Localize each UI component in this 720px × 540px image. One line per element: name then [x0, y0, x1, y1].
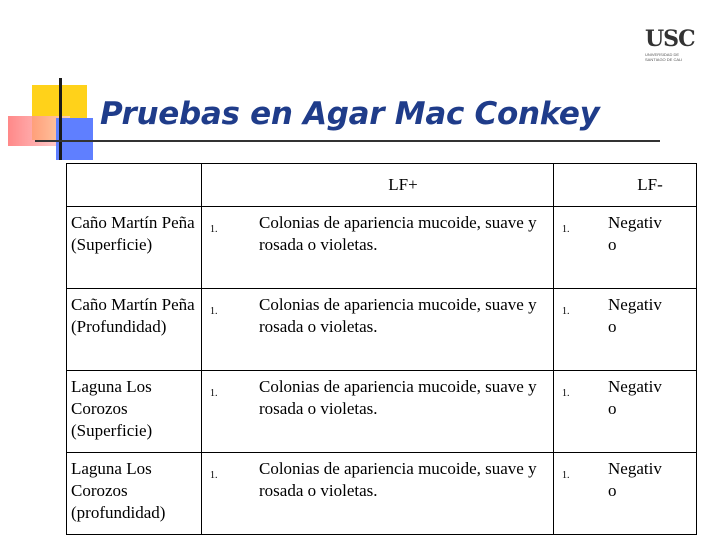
list-number: 1. [202, 207, 254, 289]
lf-minus-cell [604, 453, 697, 535]
list-number: 1. [554, 453, 605, 535]
title-underline [35, 140, 660, 142]
header-spacer [554, 164, 605, 207]
lf-minus-text: Negativo [608, 377, 662, 418]
list-number: 1. [554, 371, 605, 453]
list-number: 1. [202, 371, 254, 453]
slide-title: Pruebas en Agar Mac Conkey [100, 96, 600, 132]
table-row [67, 289, 697, 371]
header-spacer [202, 164, 254, 207]
table-header-row [67, 164, 697, 207]
decorative-vertical-line [59, 78, 62, 160]
list-number: 1. [554, 289, 605, 371]
site-cell: Laguna Los Corozos (profundidad) [67, 453, 202, 535]
header-lf-plus: LF+ [253, 164, 554, 207]
table-row [67, 453, 697, 535]
lf-minus-cell [604, 371, 697, 453]
results-table [66, 163, 697, 535]
header-empty-cell [67, 164, 202, 207]
lf-plus-text: Colonias de apariencia mucoide, suave y rosada o violetas. [259, 295, 537, 336]
lf-minus-text: Negativo [608, 295, 662, 336]
list-number: 1. [202, 453, 254, 535]
lf-minus-text: Negativo [608, 213, 662, 254]
lf-plus-cell [253, 371, 554, 453]
lf-minus-cell [604, 207, 697, 289]
table-row [67, 207, 697, 289]
lf-minus-text: Negativo [608, 459, 662, 500]
lf-plus-text: Colonias de apariencia mucoide, suave y rosada o violetas. [259, 377, 537, 418]
lf-plus-text: Colonias de apariencia mucoide, suave y rosada o violetas. [259, 213, 537, 254]
site-cell: Laguna Los Corozos (Superficie) [67, 371, 202, 453]
lf-plus-cell [253, 453, 554, 535]
site-cell: Caño Martín Peña (Superficie) [67, 207, 202, 289]
logo-wordmark: USC [645, 26, 695, 52]
list-number: 1. [554, 207, 605, 289]
site-cell: Caño Martín Peña (Profundidad) [67, 289, 202, 371]
header-lf-minus: LF- [604, 164, 697, 207]
university-logo [645, 28, 693, 76]
lf-minus-cell [604, 289, 697, 371]
lf-plus-cell [253, 289, 554, 371]
logo-subtext: UNIVERSIDAD DE SANTIAGO DE CALI [645, 52, 683, 62]
list-number: 1. [202, 289, 254, 371]
lf-plus-text: Colonias de apariencia mucoide, suave y rosada o violetas. [259, 459, 537, 500]
table-row [67, 371, 697, 453]
lf-plus-cell [253, 207, 554, 289]
